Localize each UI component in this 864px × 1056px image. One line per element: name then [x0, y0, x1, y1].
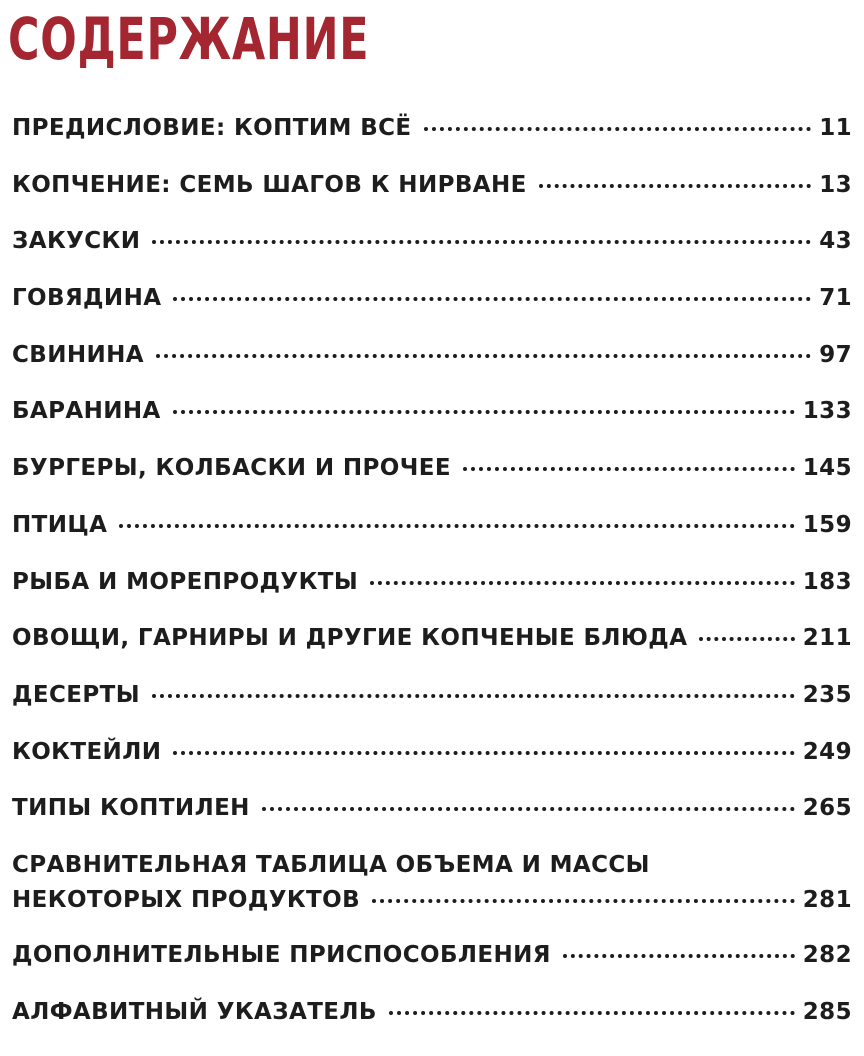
toc-entry-title: ПРЕДИСЛОВИЕ: КОПТИМ ВСЁ — [12, 115, 412, 141]
dot-leader — [563, 954, 795, 958]
toc-entry-title: ПТИЦА — [12, 511, 108, 538]
toc-entry[interactable] — [12, 837, 852, 927]
toc-entry-title: КОПЧЕНИЕ: СЕМЬ ШАГОВ К НИРВАНЕ — [12, 171, 527, 198]
dot-leader — [173, 297, 811, 301]
dot-leader — [389, 1011, 795, 1015]
toc-entry[interactable] — [12, 927, 852, 984]
toc-page-number: 133 — [802, 398, 852, 425]
toc-list — [12, 100, 852, 1040]
toc-entry-title: КОКТЕЙЛИ — [12, 738, 162, 765]
toc-page-number: 43 — [819, 228, 852, 255]
toc-entry-title: РЫБА И МОРЕПРОДУКТЫ — [12, 568, 359, 595]
toc-entry[interactable] — [12, 554, 852, 611]
toc-page-number: 159 — [802, 511, 852, 538]
toc-entry-title: СВИНИНА — [12, 341, 145, 368]
toc-page-number: 183 — [802, 568, 852, 595]
toc-entry-title: ЗАКУСКИ — [12, 228, 141, 255]
toc-entry[interactable] — [12, 724, 852, 781]
toc-page-number: 97 — [819, 341, 852, 368]
toc-entry-title-line1: СРАВНИТЕЛЬНАЯ ТАБЛИЦА ОБЪЕМА И МАССЫ — [12, 851, 650, 878]
toc-entry[interactable] — [12, 383, 852, 440]
toc-entry-second-line — [12, 873, 852, 927]
dot-leader — [539, 184, 811, 188]
dot-leader — [262, 807, 795, 811]
toc-entry[interactable] — [12, 327, 852, 384]
dot-leader — [152, 240, 811, 244]
dot-leader — [173, 751, 794, 755]
dot-leader — [156, 354, 811, 358]
toc-entry[interactable] — [12, 213, 852, 270]
toc-entry-title: БАРАНИНА — [12, 398, 161, 425]
toc-entry[interactable] — [12, 610, 852, 667]
toc-entry[interactable] — [12, 440, 852, 497]
toc-entry[interactable] — [12, 270, 852, 327]
toc-page-number: 285 — [802, 998, 852, 1025]
toc-page-number: 235 — [802, 681, 852, 708]
dot-leader — [119, 524, 794, 528]
toc-page-number: 211 — [802, 625, 852, 652]
toc-entry-title: БУРГЕРЫ, КОЛБАСКИ И ПРОЧЕЕ — [12, 455, 451, 482]
toc-entry-title: ДЕСЕРТЫ — [12, 681, 140, 708]
toc-entry-title: ДОПОЛНИТЕЛЬНЫЕ ПРИСПОСОБЛЕНИЯ — [12, 941, 551, 968]
toc-entry-title: ОВОЩИ, ГАРНИРЫ И ДРУГИЕ КОПЧЕНЫЕ БЛЮДА — [12, 625, 688, 652]
toc-page-number: 281 — [802, 886, 852, 913]
dot-leader — [152, 694, 795, 698]
toc-entry[interactable] — [12, 157, 852, 214]
toc-entry[interactable] — [12, 780, 852, 837]
toc-entry[interactable] — [12, 984, 852, 1041]
toc-page-number: 13 — [819, 171, 852, 198]
toc-page-number: 71 — [819, 285, 852, 312]
toc-page-number: 145 — [802, 455, 852, 482]
dot-leader — [463, 467, 795, 471]
toc-page-number: 11 — [819, 115, 852, 141]
toc-page-number: 249 — [802, 738, 852, 765]
dot-leader — [173, 410, 795, 414]
toc-heading: СОДЕРЖАНИЕ — [8, 5, 370, 73]
toc-entry-title: ТИПЫ КОПТИЛЕН — [12, 795, 250, 822]
toc-entry[interactable] — [12, 100, 852, 157]
toc-entry-title: ГОВЯДИНА — [12, 285, 162, 312]
toc-entry-title: АЛФАВИТНЫЙ УКАЗАТЕЛЬ — [12, 998, 377, 1025]
dot-leader — [372, 899, 795, 903]
toc-entry[interactable] — [12, 667, 852, 724]
toc-entry[interactable] — [12, 497, 852, 554]
toc-page-number: 265 — [802, 795, 852, 822]
dot-leader — [699, 637, 794, 641]
dot-leader — [370, 581, 795, 585]
toc-entry-title-line2: НЕКОТОРЫХ ПРОДУКТОВ — [12, 886, 361, 913]
toc-page-number: 282 — [802, 941, 852, 968]
dot-leader — [424, 127, 812, 131]
